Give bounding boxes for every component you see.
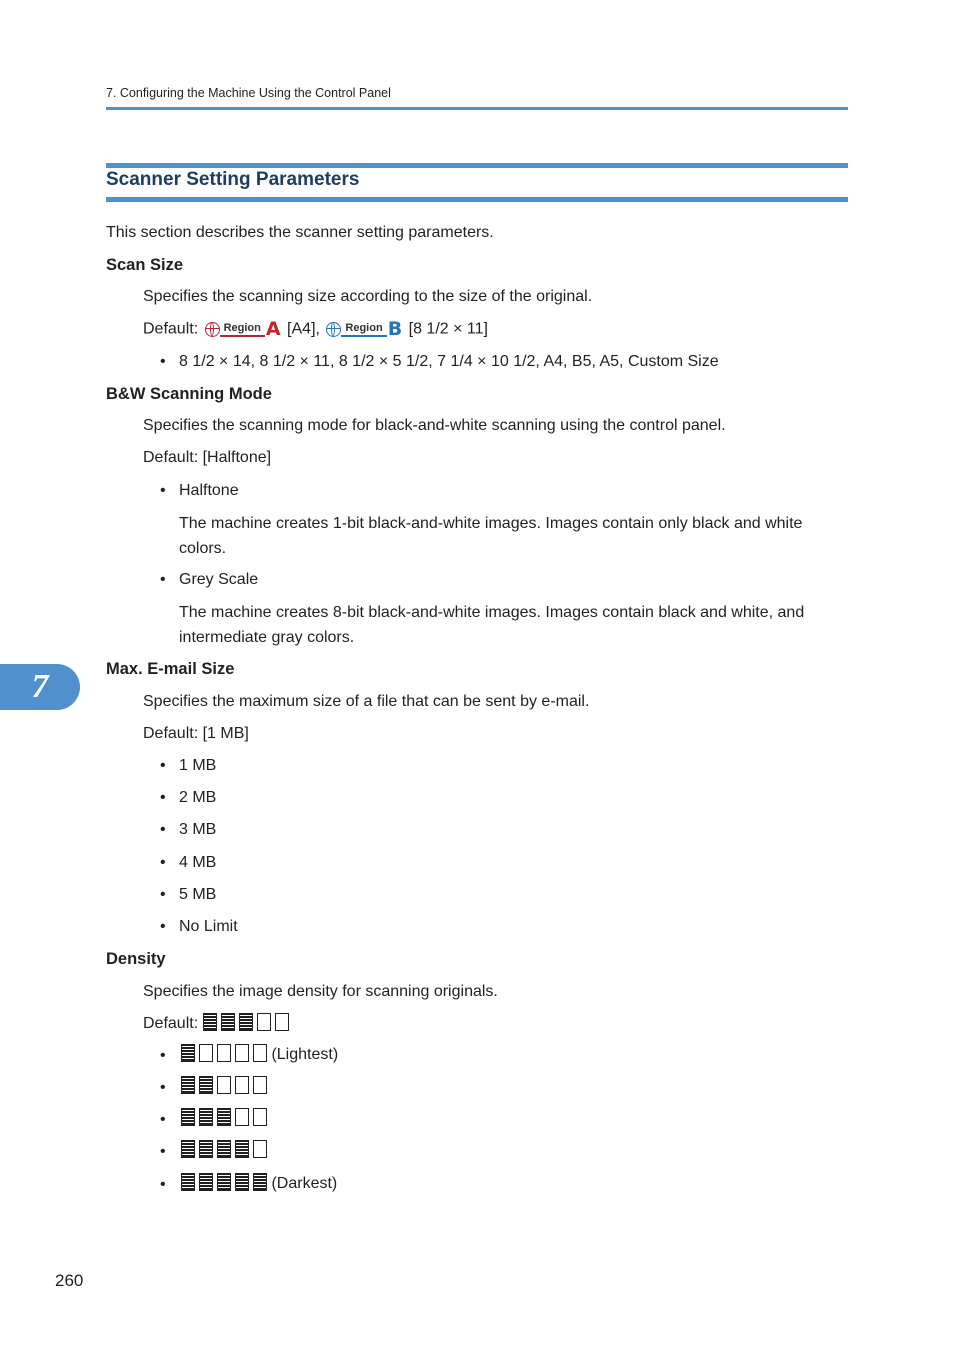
bullet: • — [160, 886, 166, 903]
density-filled-cell — [221, 1013, 235, 1031]
density-empty-cell — [217, 1076, 231, 1094]
region-b-letter: B — [387, 318, 403, 340]
density-level-icon — [181, 1173, 267, 1191]
bullet: • — [160, 1079, 166, 1096]
density-empty-cell — [257, 1013, 271, 1031]
bullet: • — [160, 1143, 166, 1160]
density-empty-cell — [235, 1044, 249, 1062]
density-filled-cell — [181, 1044, 195, 1062]
list-item-desc: The machine creates 8-bit black-and-white images. Images contain black and white, and intermediate gray colors. — [179, 604, 805, 646]
bw-mode-default: Default: [Halftone] — [143, 449, 272, 466]
globe-icon — [205, 322, 220, 337]
bullet: • — [160, 1176, 166, 1193]
region-a-badge — [205, 319, 281, 339]
scan-size-desc: Specifies the scanning size according to the size of the original. — [143, 288, 593, 305]
density-filled-cell — [203, 1013, 217, 1031]
list-item: Grey Scale — [179, 571, 259, 588]
density-level-icon — [181, 1108, 267, 1126]
density-filled-cell — [217, 1140, 231, 1158]
list-item: 4 MB — [179, 854, 217, 871]
header-rule — [106, 107, 848, 110]
density-filled-cell — [235, 1173, 249, 1191]
section-intro: This section describes the scanner setting parameters. — [106, 224, 494, 241]
region-label: Region — [341, 321, 386, 337]
list-item: 2 MB — [179, 789, 217, 806]
density-empty-cell — [253, 1108, 267, 1126]
page-number: 260 — [55, 1271, 84, 1290]
chapter-tab: 7 — [0, 664, 80, 710]
bullet: • — [160, 821, 166, 838]
globe-icon — [326, 322, 341, 337]
bullet: • — [160, 353, 166, 370]
email-size-default: Default: [1 MB] — [143, 725, 249, 742]
density-filled-cell — [239, 1013, 253, 1031]
density-empty-cell — [235, 1076, 249, 1094]
density-empty-cell — [253, 1076, 267, 1094]
list-item: Halftone — [179, 482, 239, 499]
default-label: Default: — [143, 1015, 199, 1032]
density-filled-cell — [199, 1076, 213, 1094]
density-filled-cell — [253, 1173, 267, 1191]
density-filled-cell — [181, 1140, 195, 1158]
density-filled-cell — [217, 1108, 231, 1126]
bullet: • — [160, 757, 166, 774]
region-a-value: [A4], — [287, 320, 320, 338]
region-b-value: [8 1/2 × 11] — [408, 320, 488, 338]
bullet: • — [160, 1111, 166, 1128]
density-filled-cell — [199, 1108, 213, 1126]
density-filled-cell — [199, 1173, 213, 1191]
density-desc: Specifies the image density for scanning originals. — [143, 983, 498, 1000]
bullet: • — [160, 1047, 166, 1064]
density-empty-cell — [253, 1044, 267, 1062]
section-title: Scanner Setting Parameters — [106, 169, 360, 190]
density-level — [181, 1108, 267, 1129]
list-item-desc: The machine creates 1-bit black-and-white images. Images contain only black and white colors. — [179, 515, 803, 557]
scan-size-heading: Scan Size — [106, 256, 184, 274]
list-item: No Limit — [179, 918, 238, 935]
density-filled-cell — [181, 1076, 195, 1094]
density-filled-cell — [235, 1140, 249, 1158]
density-empty-cell — [253, 1140, 267, 1158]
density-filled-cell — [217, 1173, 231, 1191]
density-filled-cell — [199, 1140, 213, 1158]
density-empty-cell — [199, 1044, 213, 1062]
density-empty-cell — [275, 1013, 289, 1031]
list-item: 1 MB — [179, 757, 217, 774]
bw-mode-heading: B&W Scanning Mode — [106, 385, 272, 403]
list-item: 3 MB — [179, 821, 217, 838]
bullet: • — [160, 918, 166, 935]
density-level-icon — [181, 1076, 267, 1094]
bullet: • — [160, 482, 166, 499]
density-filled-cell — [181, 1173, 195, 1191]
density-level-icon — [181, 1044, 267, 1062]
density-empty-cell — [235, 1108, 249, 1126]
density-heading: Density — [106, 950, 166, 968]
density-empty-cell — [217, 1044, 231, 1062]
bullet: • — [160, 854, 166, 871]
density-level — [181, 1076, 267, 1097]
density-filled-cell — [181, 1108, 195, 1126]
section-rule-top — [106, 163, 848, 168]
bullet: • — [160, 789, 166, 806]
email-size-heading: Max. E-mail Size — [106, 660, 235, 678]
bullet: • — [160, 571, 166, 588]
default-label: Default: — [143, 320, 199, 338]
density-level — [181, 1140, 267, 1161]
density-level — [181, 1044, 338, 1065]
density-level-icon — [181, 1140, 267, 1158]
density-default — [143, 1013, 289, 1034]
list-item: 5 MB — [179, 886, 217, 903]
region-a-letter: A — [265, 318, 281, 340]
region-label: Region — [220, 321, 265, 337]
email-size-desc: Specifies the maximum size of a file that can be sent by e-mail. — [143, 693, 590, 710]
bw-mode-desc: Specifies the scanning mode for black-and-white scanning using the control panel. — [143, 417, 726, 434]
section-rule-bottom — [106, 197, 848, 202]
scan-size-options: 8 1/2 × 14, 8 1/2 × 11, 8 1/2 × 5 1/2, 7 1/4 × 10 1/2, A4, B5, A5, Custom Size — [179, 353, 719, 370]
density-level-note: (Darkest) — [271, 1175, 338, 1192]
region-b-badge — [326, 319, 402, 339]
density-level-note: (Lightest) — [271, 1046, 339, 1063]
scan-size-default — [143, 319, 488, 340]
density-default-icon — [203, 1013, 289, 1031]
density-level — [181, 1173, 337, 1194]
running-head: 7. Configuring the Machine Using the Control Panel — [106, 86, 391, 100]
